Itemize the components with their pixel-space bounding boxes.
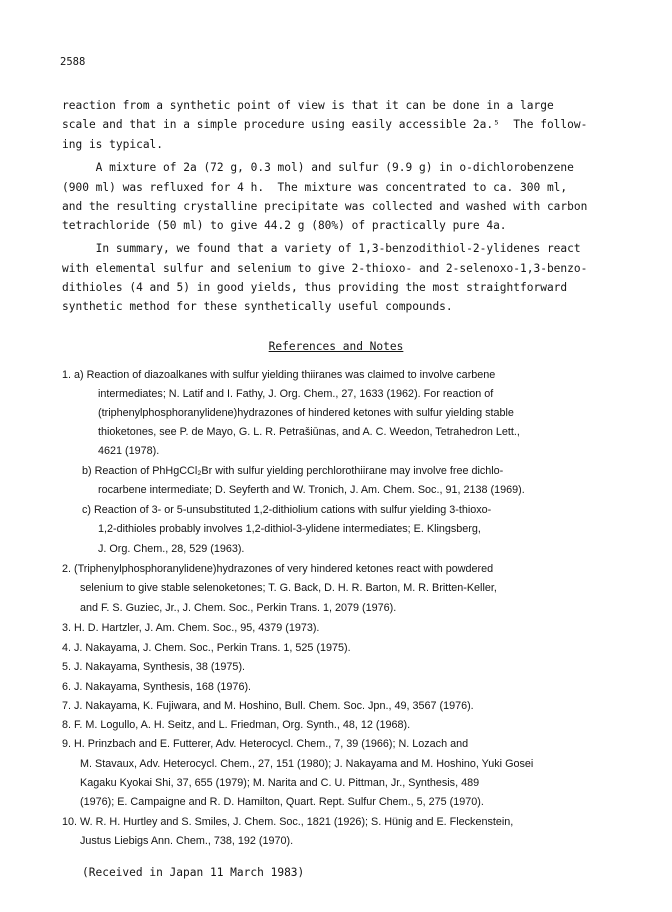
reference-line: 10. W. R. H. Hurtley and S. Smiles, J. Chem. Soc., 1821 (1926); S. Hünig and E. Fleckenstein, [62,816,514,828]
body-line: reaction from a synthetic point of view is that it can be done in a large [62,99,554,112]
reference-line: thioketones, see P. de Mayo, G. L. R. Petrašiūnas, and A. C. Weedon, Tetrahedron Lett., [98,426,520,438]
body-line: In summary, we found that a variety of 1,3-benzodithiol-2-ylidenes react [62,242,581,255]
reference-line: 8. F. M. Logullo, A. H. Seitz, and L. Friedman, Org. Synth., 48, 12 (1968). [62,719,411,731]
reference-line: 7. J. Nakayama, K. Fujiwara, and M. Hoshino, Bull. Chem. Soc. Jpn., 49, 3567 (1976). [62,700,474,712]
reference-line: Kagaku Kyokai Shi, 37, 655 (1979); M. Narita and C. U. Pittman, Jr., Synthesis, 489 [80,777,480,789]
reference-line: M. Stavaux, Adv. Heterocycl. Chem., 27, 151 (1980); J. Nakayama and M. Hoshino, Yuki Gosei [80,758,534,770]
reference-line: J. Org. Chem., 28, 529 (1963). [98,543,245,555]
page-number: 2588 [60,56,86,68]
body-line: and the resulting crystalline precipitate was collected and washed with carbon [62,200,588,213]
reference-line: intermediates; N. Latif and I. Fathy, J. Org. Chem., 27, 1633 (1962). For reaction of [98,388,494,400]
body-line: with elemental sulfur and selenium to give 2-thioxo- and 2-selenoxo-1,3-benzo- [62,262,588,275]
reference-line: Justus Liebigs Ann. Chem., 738, 192 (1970). [80,835,294,847]
reference-line: 4621 (1978). [98,445,160,457]
reference-line: (1976); E. Campaigne and R. D. Hamilton, Quart. Rept. Sulfur Chem., 5, 275 (1970). [80,796,484,808]
body-line: ing is typical. [62,138,164,151]
reference-line: 1. a) Reaction of diazoalkanes with sulfur yielding thiiranes was claimed to involve carbene [62,369,496,381]
body-line: dithioles (4 and 5) in good yields, thus providing the most straightforward [62,281,568,294]
reference-line: 9. H. Prinzbach and E. Futterer, Adv. Heterocycl. Chem., 7, 39 (1966); N. Lozach and [62,738,469,750]
references-heading: References and Notes [268,340,404,353]
reference-line: (triphenylphosphoranylidene)hydrazones of hindered ketones with sulfur yielding stable [98,407,514,419]
reference-line: 5. J. Nakayama, Synthesis, 38 (1975). [62,661,246,673]
body-line: A mixture of 2a (72 g, 0.3 mol) and sulfur (9.9 g) in o-dichlorobenzene [62,161,574,174]
body-line: tetrachloride (50 ml) to give 44.2 g (80%) of practically pure 4a. [62,219,507,232]
reference-line: rocarbene intermediate; D. Seyferth and W. Tronich, J. Am. Chem. Soc., 91, 2138 (1969). [98,484,525,496]
body-line: (900 ml) was refluxed for 4 h. The mixture was concentrated to ca. 300 ml, [62,181,568,194]
reference-line: 6. J. Nakayama, Synthesis, 168 (1976). [62,681,252,693]
reference-line: 1,2-dithioles probably involves 1,2-dithiol-3-ylidene intermediates; E. Klingsberg, [98,523,481,535]
body-line: synthetic method for these synthetically useful compounds. [62,300,453,313]
reference-line: and F. S. Guziec, Jr., J. Chem. Soc., Perkin Trans. 1, 2079 (1976). [80,602,397,614]
reference-line: c) Reaction of 3- or 5-unsubstituted 1,2-dithiolium cations with sulfur yielding 3-thioxo- [82,504,492,516]
reference-line: b) Reaction of PhHgCCl₂Br with sulfur yielding perchlorothiirane may involve free dichlo- [82,465,504,477]
reference-line: selenium to give stable selenoketones; T. G. Back, D. H. R. Barton, M. R. Britten-Keller, [80,582,497,594]
reference-line: 2. (Triphenylphosphoranylidene)hydrazones of very hindered ketones react with powdered [62,563,494,575]
reference-line: 3. H. D. Hartzler, J. Am. Chem. Soc., 95, 4379 (1973). [62,622,320,634]
received-date: (Received in Japan 11 March 1983) [82,866,305,879]
body-line: scale and that in a simple procedure using easily accessible 2a.⁵ The follow- [62,118,588,131]
reference-line: 4. J. Nakayama, J. Chem. Soc., Perkin Trans. 1, 525 (1975). [62,642,351,654]
